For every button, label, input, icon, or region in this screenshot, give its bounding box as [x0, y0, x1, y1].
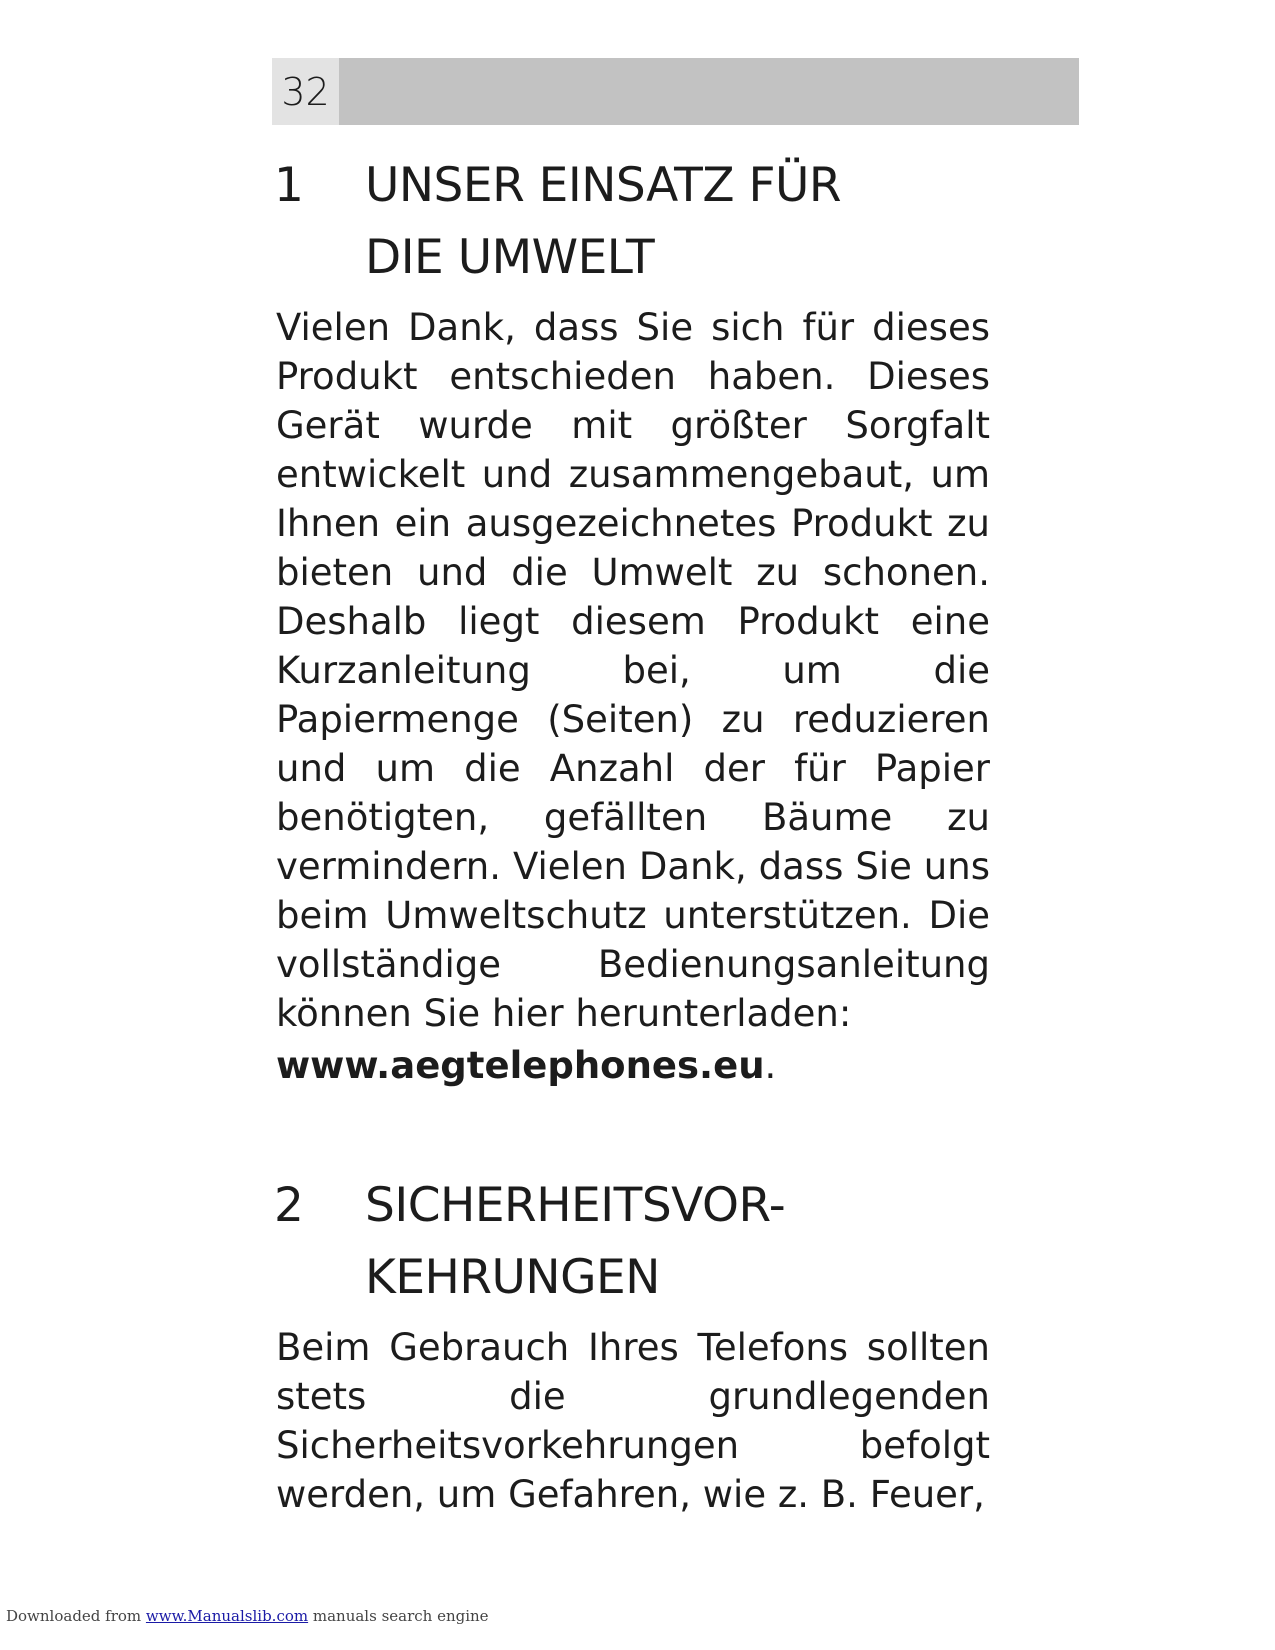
- website-url[interactable]: www.aegtelephones.eu: [276, 1044, 765, 1087]
- section-1-number: 1: [274, 158, 304, 213]
- section-1-body: Vielen Dank, dass Sie sich für dieses Produkt entschieden haben. Dieses Gerät wurde mit größter Sorgfalt entwickelt und zusammengebaut, um Ihnen ein ausgezeichnetes Produkt zu bieten und die Umwelt zu schonen. Deshalb liegt diesem Produkt eine Kurzanleitung bei, um die Papiermenge (Seiten) zu reduzieren und um die Anzahl der für Papier benötigten, gefällten Bäume zu vermindern. Vielen Dank, dass Sie uns beim Umweltschutz unterstützen. Die vollständige Bedienungsanleitung können Sie hier herunterladen:: [276, 306, 990, 1035]
- download-footer: [6, 1607, 489, 1625]
- section-1-heading: [274, 150, 841, 294]
- footer-suffix: manuals search engine: [308, 1607, 489, 1625]
- footer-prefix: Downloaded from: [6, 1607, 146, 1625]
- page-number: 32: [272, 58, 339, 125]
- section-1-title-line-1: UNSER EINSATZ FÜR: [365, 158, 842, 213]
- section-1-url-line: [276, 1041, 776, 1090]
- section-1-title-line-2: DIE UMWELT: [365, 230, 655, 285]
- page-header-bar: [272, 58, 1079, 125]
- section-2-title-line-1: SICHERHEITSVOR-: [365, 1178, 786, 1233]
- section-2-title-line-2: KEHRUNGEN: [365, 1250, 660, 1305]
- section-2-number: 2: [274, 1178, 304, 1233]
- url-period: .: [764, 1044, 777, 1087]
- manualslib-link[interactable]: www.Manualslib.com: [145, 1607, 309, 1625]
- section-2-heading: [274, 1170, 785, 1314]
- section-2-body: Beim Gebrauch Ihres Telefons sollten stets die grundlegenden Sicherheitsvorkehrungen befolgt werden, um Gefahren, wie z. B. Feuer,: [276, 1326, 990, 1516]
